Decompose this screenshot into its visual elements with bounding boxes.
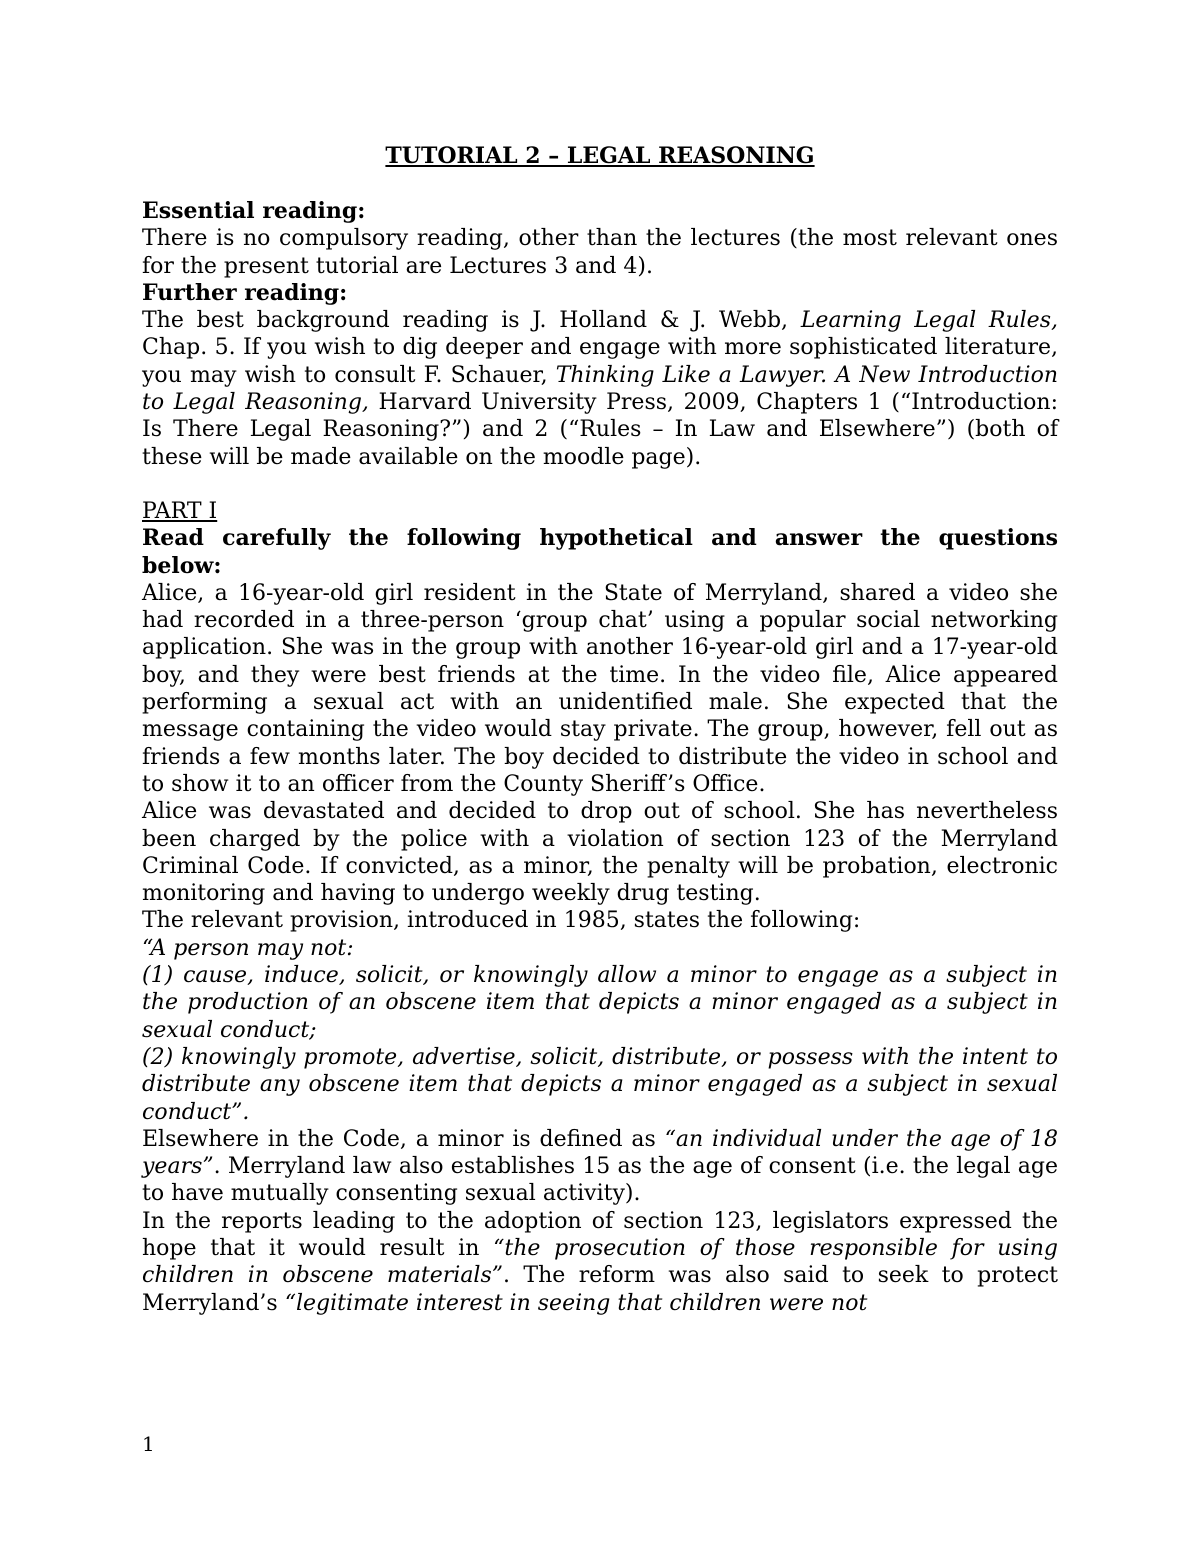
essential-reading-heading: Essential reading:: [142, 198, 366, 224]
para5-text-a: In the reports leading to the adoption of section 123, legislators expressed the hope that it would result in: [142, 1208, 1058, 1261]
part-instruction: Read carefully the following hypothetical and answer the questions below:: [142, 525, 1058, 579]
further-text-1: The best background reading is J. Holland & J. Webb,: [142, 308, 801, 334]
book-title-learning-legal-rules: Learning Legal Rules,: [800, 308, 1058, 334]
book-title-thinking-like-a-lawyer: Thinking Like a Lawyer. A New Introduction to Legal Reasoning,: [142, 362, 1058, 416]
further-text-2: Chap. 5. If you wish to dig deeper and engage with more sophisticated literature, you may wish to consult F. Schauer,: [142, 335, 1058, 388]
provision-clause-1-text: (1) cause, induce, solicit, or knowingly allow a minor to engage as a subject in the production of an obscene item that depicts a minor engaged as a subject in sexual conduct;: [142, 963, 1058, 1043]
legislator-quote-1: “the prosecution of those responsible for using children in obscene materials”: [142, 1235, 1059, 1289]
spacer: [142, 471, 1058, 498]
further-reading-text: [142, 307, 1058, 471]
legislator-quote-2: “legitimate interest in seeing that children were not: [284, 1290, 868, 1316]
para4-text-a: Elsewhere in the Code, a minor is defined as: [142, 1126, 665, 1152]
para4-text-b: . Merryland law also establishes 15 as the age of consent (i.e. the legal age to have mutually consenting sexual activity).: [142, 1154, 1058, 1207]
further-text-3: Harvard University Press, 2009, Chapters 1 (“Introduction: Is There Legal Reasoning?”) and 2 (“Rules – In Law and Elsewhere”) (both of these will be made available on the moodle page).: [142, 390, 1058, 470]
provision-quote-intro-text: “A person may not:: [142, 935, 354, 961]
provision-clause-1: [142, 962, 1058, 1044]
provision-clause-2-text: (2) knowingly promote, advertise, solicit, distribute, or possess with the intent to distribute any obscene item that depicts a minor engaged as a subject in sexual conduct”.: [142, 1044, 1058, 1125]
hypothetical-paragraph-2: Alice was devastated and decided to drop out of school. She has nevertheless been charged by the police with a violation of section 123 of the Merryland Criminal Code. If convicted, as a minor, the penalty will be probation, electronic monitoring and having to undergo weekly drug testing.: [142, 799, 1058, 907]
minor-definition-quote: “an individual under the age of 18 years”: [142, 1126, 1058, 1180]
provision-quote-intro: [142, 935, 1058, 962]
para5-text-b: . The reform was also said to seek to protect Merryland’s: [142, 1263, 1058, 1316]
further-reading-heading: Further reading:: [142, 279, 348, 306]
page-number: 1: [142, 1432, 155, 1456]
essential-reading-text: There is no compulsory reading, other than the lectures (the most relevant ones for the present tutorial are Lectures 3 and 4).: [142, 226, 1058, 279]
hypothetical-paragraph-3: The relevant provision, introduced in 1985, states the following:: [142, 908, 861, 934]
part-label: PART I: [142, 498, 218, 524]
provision-clause-2: [142, 1044, 1058, 1126]
hypothetical-paragraph-5: [142, 1208, 1058, 1317]
hypothetical-paragraph-1: Alice, a 16-year-old girl resident in the State of Merryland, shared a video she had recorded in a three-person ‘group chat’ using a popular social networking application. She was in the group with another 16-year-old girl and a 17-year-old boy, and they were best friends at the time. In the video file, Alice appeared performing a sexual act with an unidentified male. She expected that the message containing the video would stay private. The group, however, fell out as friends a few months later. The boy decided to distribute the video in school and to show it to an officer from the County Sheriff’s Office.: [142, 580, 1058, 797]
document-body: [142, 140, 1058, 1317]
hypothetical-paragraph-4: [142, 1126, 1058, 1208]
page-title: TUTORIAL 2 – LEGAL REASONING: [385, 143, 815, 169]
